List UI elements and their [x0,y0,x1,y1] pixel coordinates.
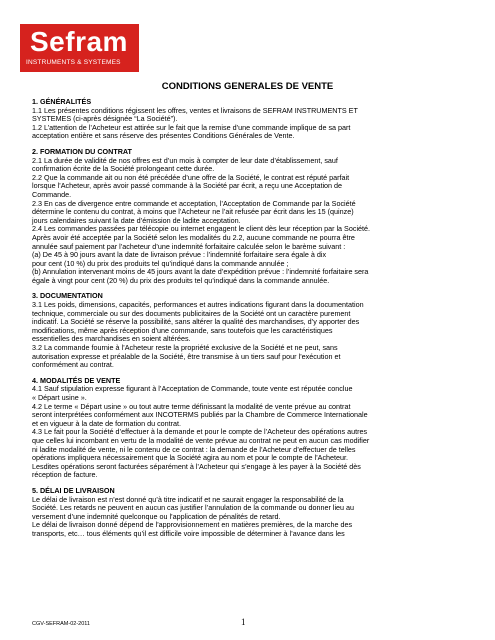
section [32,377,462,480]
footer-reference: CGV-SEFRAM-02-2011 [32,621,90,627]
paragraph-line: 4.2 Le terme « Départ usine » ou tout autre terme définissant la modalité de vente prévue au contrat [32,401,351,411]
page-title: CONDITIONS GENERALES DE VENTE [161,81,334,92]
paragraph-line: 2.2 Que la commande ait ou non été précédée d’une offre de la Société, le contrat est réputé parfait [32,172,350,182]
paragraph-line: SYSTEMES (ci-après désignée “La Société”). [32,114,178,124]
paragraph-line: essentielles des marchandises en soient altérées. [32,334,191,344]
paragraph-line: indicatif. La Société se réserve la possibilité, sans altérer la qualité des marchandises, d’y apporter des [32,317,360,327]
paragraph-line: ni ladite modalité de vente, ni le contenu de ce contrat : la demande de l’Acheteur d’effectuer de telles [32,444,356,454]
paragraph-line: Commande. [32,189,72,199]
sefram-logo [20,24,139,72]
paragraph-line: lorsque l’Acheteur, après avoir passé commande à la Société par écrit, a reçu une Acceptation de [32,181,343,191]
paragraph-line: Société. Les retards ne peuvent en aucun cas justifier l’annulation de la commande ou donner lieu au [32,503,355,513]
paragraph-line: « Départ usine ». [32,393,87,402]
section [32,98,462,141]
paragraph-line: (b) Annulation intervenant moins de 45 jours avant la date d’expédition prévue : l’indemnité forfaitaire sera [32,267,369,277]
paragraph-line: acceptation entière et sans réserve des présentes Conditions Générales de Vente. [32,131,295,141]
paragraph-line: (a) De 45 à 90 jours avant la date de livraison prévue : l’indemnité forfaitaire sera égale à dix [32,250,327,260]
paragraph-line: Après avoir été acceptée par la Société selon les modalités du 2.2, aucune commande ne pourra être [32,232,355,242]
section [32,292,462,369]
page-number: 1 [241,617,246,627]
paragraph-line: égale à vingt pour cent (20 %) du prix des produits tel qu’indiqué dans la commande annulée. [32,275,330,285]
logo-brand: Sefram [30,26,128,57]
paragraph-line: 4.1 Sauf stipulation expresse figurant à l’Acceptation de Commande, toute vente est réputée conclue [32,384,353,394]
paragraph-line: Le délai de livraison est n’est donné qu’à titre indicatif et ne saurait engager la responsabilité de la [32,494,344,504]
paragraph-line: que celles lui incombant en vertu de la modalité de vente prévue au contrat ne peut en aucun cas modifier [32,435,370,445]
paragraph-line: technique, commerciale ou sur des documents publicitaires de la Société ont un caractère purement [32,308,351,318]
section-heading: 1. GÉNÉRALITÉS [32,97,92,106]
paragraph-line: autorisation expresse et préalable de la Société, être transmise à un tiers sauf pour l’exécution et [32,351,341,361]
paragraph-line: détermine le contenu du contrat, à moins que l’Acheteur ne l’ait refusée par écrit dans les 15 (quinze) [32,207,354,217]
paragraph-line: 3.2 La commande fournie à l’Acheteur reste la propriété exclusive de la Société et ne peut, sans [32,343,338,353]
paragraph-line: 2.4 Les commandes passées par télécopie ou internet engagent le client dès leur réception par la Société. [32,224,371,234]
paragraph-line: jours calendaires suivant la date d’émission de ladite acceptation. [32,215,241,225]
paragraph-line: modifications, même après réception d’une commande, sans toutefois que les caractéristiques [32,325,333,335]
paragraph-line: opérations impliquera nécessairement que la Société agira au nom et pour le compte de l’Acheteur. [32,453,349,463]
section-heading: 3. DOCUMENTATION [32,291,103,301]
section [32,148,462,286]
paragraph-line: seront interprétées conformément aux INCOTERMS publiés par la Chambre de Commerce Internationale [32,410,368,420]
paragraph-line: 1.2 L’attention de l’Acheteur est attirée sur le fait que la remise d’une commande implique de sa part [32,122,351,132]
paragraph-line: 4.3 Le fait pour la Société d’effectuer à la demande et pour le compte de l’Acheteur des opérations autres [32,427,368,437]
paragraph-line: versement d’une indemnité quelconque ou l’application de pénalités de retard. [32,511,281,521]
paragraph-line: Lesdites opérations seront facturées séparément à l’Acheteur qui s’engage à les payer à la Société dès [32,461,361,471]
paragraph-line: 3.1 Les poids, dimensions, capacités, performances et autres indications figurant dans la documentation [32,300,364,310]
section-heading: 5. DÉLAI DE LIVRAISON [32,485,115,495]
paragraph-line: réception de facture. [32,470,98,480]
document-body [32,98,462,539]
paragraph-line: transports, etc… tous éléments qu’il est difficile voire impossible de déterminer à l’avance dans les [32,528,345,538]
paragraph-line: 1.1 Les présentes conditions régissent les offres, ventes et livraisons de SEFRAM INSTRUMENTS ET [32,105,358,115]
paragraph-line: 2.3 En cas de divergence entre commande et acceptation, l’Acceptation de Commande par la Société [32,198,356,208]
logo-tagline: INSTRUMENTS & SYSTEMES [26,59,121,66]
paragraph-line: Le délai de livraison donné dépend de l’approvisionnement en matières premières, de la marche des [32,520,353,530]
section-heading: 2. FORMATION DU CONTRAT [32,146,132,156]
section [32,487,462,539]
paragraph-line: confirmation écrite de la Société prolongeant cette durée. [32,164,215,174]
paragraph-line: conformément au contrat. [32,360,114,370]
paragraph-line: 2.1 La durée de validité de nos offres est d’un mois à compter de leur date d’établissement, sauf [32,155,338,165]
paragraph-line: et en vigueur à la date de formation du contrat. [32,418,182,428]
paragraph-line: pour cent (10 %) du prix des produits tel qu’indiqué dans la commande annulée ; [32,258,289,268]
paragraph-line: annulée sauf paiement par l’acheteur d’une indemnité forfaitaire calculée selon le barème suivant : [32,241,346,251]
section-heading: 4. MODALITÉS DE VENTE [32,375,121,385]
